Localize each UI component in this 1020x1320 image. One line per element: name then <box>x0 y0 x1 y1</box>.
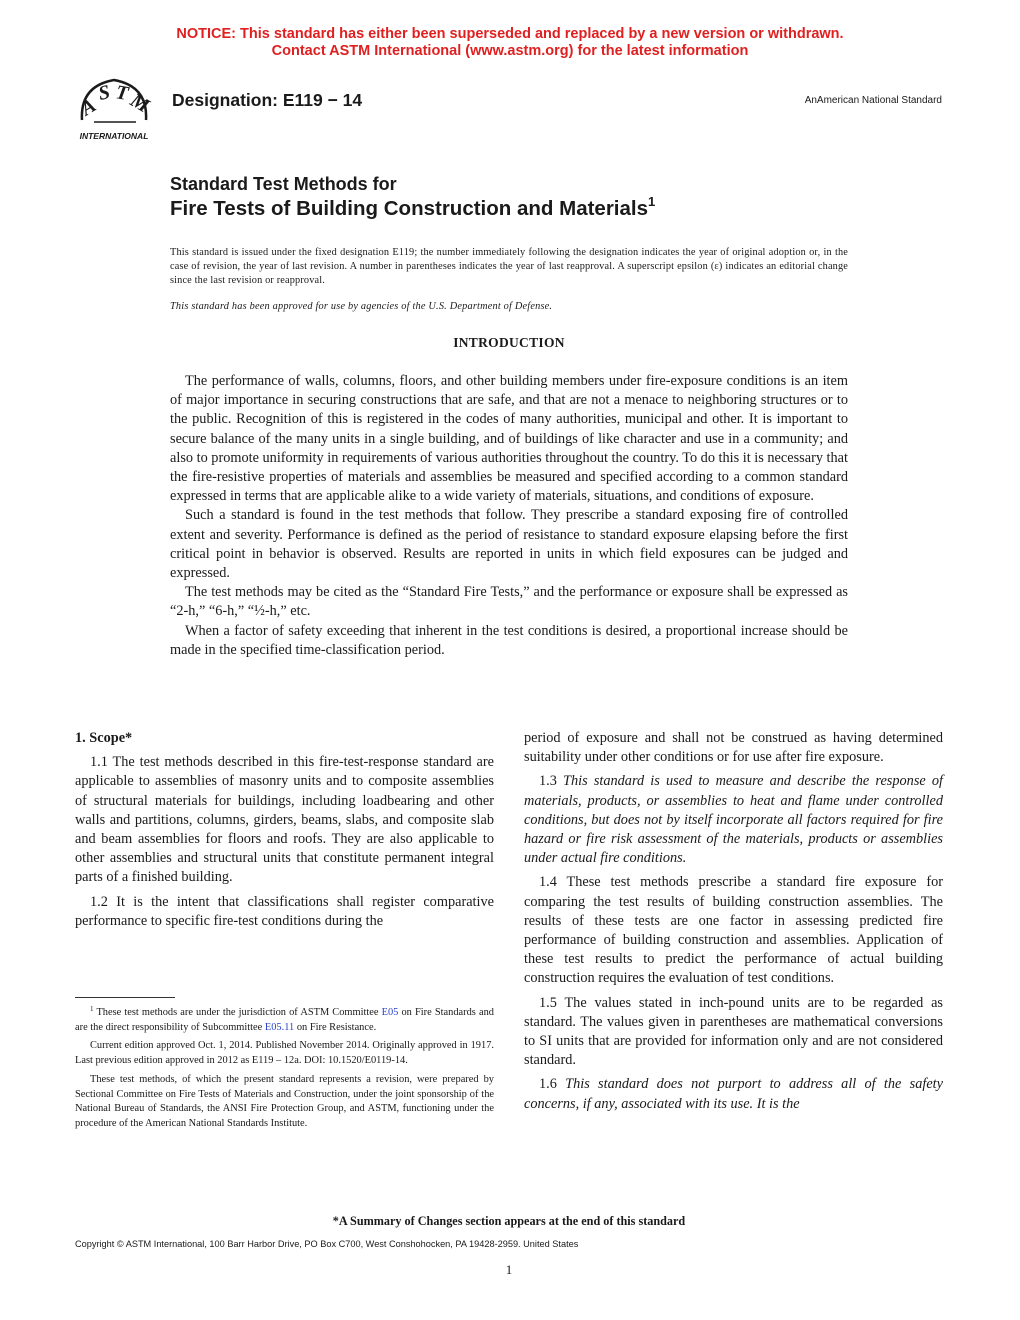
title-footnote-mark: 1 <box>648 194 656 209</box>
intro-paragraph: The test methods may be cited as the “Standard Fire Tests,” and the performance or exposure shall be expressed as “2-h,” “6-h,” “½-h,” etc. <box>170 584 848 620</box>
introduction-body <box>170 372 848 660</box>
scope-1-2-continued: period of exposure and shall not be construed as having determined suitability under other conditions or for use after fire exposure. <box>524 730 943 766</box>
footnote-1-text-a: These test methods are under the jurisdiction of ASTM Committee <box>96 1007 379 1018</box>
page-number: 1 <box>505 1262 513 1277</box>
subcommittee-e05-11-link[interactable]: E05.11 <box>264 1021 295 1033</box>
supersede-notice <box>0 26 1020 60</box>
footnote-edition: Current edition approved Oct. 1, 2014. Published November 2014. Originally approved in 1917. Last previous edition approved in 2012 as E119 – 12a. DOI: 10.1520/E0119-14. <box>75 1040 494 1067</box>
standard-type: AnAmerican National Standard <box>804 95 942 106</box>
scope-1-6-text: This standard does not purport to address all of the safety concerns, if any, associated with its use. It is the <box>524 1076 943 1112</box>
title-line-1: Standard Test Methods for <box>170 174 397 194</box>
footnote-1 <box>75 1006 494 1035</box>
committee-e05-link[interactable]: E05 <box>381 1007 399 1018</box>
footnote-1-text-c: on Fire Resistance. <box>296 1021 377 1033</box>
intro-paragraph: When a factor of safety exceeding that inherent in the test conditions is desired, a proportional increase should be made in the specified time-classification period. <box>170 622 848 658</box>
intro-paragraph: Such a standard is found in the test methods that follow. They prescribe a standard exposing fire of controlled extent and severity. Performance is defined as the period of resistance to standard exposure elapsing before the first critical point in behavior is observed. Results are reported in units in which field exposures can be judged and expressed. <box>170 507 848 582</box>
footnote-1-text-b: on Fire Standards and are the direct responsibility of Subcommittee <box>75 1007 494 1033</box>
scope-heading: 1. Scope* <box>75 730 133 746</box>
footnote-revision: These test methods, of which the present standard represents a revision, were prepared by Sectional Committee on Fire Tests of Materials and Construction, under the joint sponsorship of the National Bureau of Standards, the ANSI Fire Protection Group, and ASTM, functioning under the procedure of the American National Standards Institute. <box>75 1073 494 1129</box>
astm-logo <box>74 76 160 144</box>
scope-1-3 <box>524 772 943 868</box>
scope-1-4: 1.4 These test methods prescribe a standard fire exposure for comparing the test results of building construction assemblies. The results of these tests are one factor in assessing predicted fire performance of building construction and assemblies. Application of these test results to predict the performance of actual building construction requires the evaluation of test conditions. <box>524 874 943 987</box>
copyright: Copyright © ASTM International, 100 Barr Harbor Drive, PO Box C700, West Conshohocken, PA 19428-2959. United States <box>75 1239 579 1249</box>
scope-1-2: 1.2 It is the intent that classifications shall register comparative performance to specific fire-test conditions during the <box>75 893 494 929</box>
dod-approval: This standard has been approved for use by agencies of the U.S. Department of Defense. <box>170 301 553 312</box>
footnote-1-mark: 1 <box>90 1005 94 1013</box>
svg-text:M: M <box>126 89 153 118</box>
scope-1-1: 1.1 The test methods described in this fire-test-response standard are applicable to assemblies of masonry units and to composite assemblies of structural materials for buildings, including loadbearing and other walls and partitions, columns, girders, beams, slabs, and composite slab and beam assemblies for floors and roofs. They are also applicable to other assemblies and structural units that constitute permanent integral parts of a finished building. <box>75 754 494 886</box>
title-line-2 <box>170 194 656 221</box>
introduction-heading: INTRODUCTION <box>453 335 565 350</box>
logo-text: INTERNATIONAL <box>79 131 149 141</box>
notice-line-2: Contact ASTM International (www.astm.org) for the latest information <box>271 43 749 59</box>
issued-statement: This standard is issued under the fixed designation E119; the number immediately following the designation indicates the year of original adoption or, in the case of revision, the year of last revision. A number in parentheses indicates the year of last reapproval. A superscript epsilon (ε) indicates an editorial change since the last revision or reapproval. <box>170 247 848 286</box>
scope-1-3-text: This standard is used to measure and describe the response of materials, products, or assemblies to heat and flame under controlled conditions, but does not by itself incorporate all factors required for fire hazard or fire risk assessment of the materials, products or assemblies under actual fire conditions. <box>524 773 943 867</box>
designation: Designation: E119 − 14 <box>172 90 363 110</box>
svg-text:A: A <box>76 94 100 121</box>
summary-of-changes-note: *A Summary of Changes section appears at the end of this standard <box>332 1214 686 1228</box>
scope-1-3-number: 1.3 <box>539 773 557 790</box>
intro-paragraph: The performance of walls, columns, floors, and other building members under fire-exposure conditions is an item of major importance in securing constructions that are safe, and that are not a menace to neighboring structures or to the public. Recognition of this is registered in the codes of many authorities, municipal and other. It is important to secure balance of the many units in a single building, and of buildings of like character and use in a community; and also to promote uniformity in requirements of various authorities throughout the country. To do this it is necessary that the fire-resistive properties of materials and assemblies be measured and specified according to a common standard expressed in terms that are applicable alike to a wide variety of materials, situations, and conditions of exposure. <box>170 373 848 505</box>
scope-1-6-number: 1.6 <box>539 1076 557 1093</box>
scope-1-6 <box>524 1075 943 1113</box>
astm-logo-icon <box>74 76 160 144</box>
scope-1-5: 1.5 The values stated in inch-pound units are to be regarded as standard. The values given in parentheses are mathematical conversions to SI units that are provided for information only and are not considered standard. <box>524 994 943 1069</box>
footnotes <box>75 1006 494 1136</box>
right-column <box>524 729 943 1119</box>
footnote-divider <box>75 997 175 998</box>
svg-text:T: T <box>114 81 130 106</box>
notice-line-1: NOTICE: This standard has either been superseded and replaced by a new version or withdrawn. <box>176 26 844 42</box>
svg-text:S: S <box>96 81 112 105</box>
left-column <box>75 729 494 936</box>
title-text: Fire Tests of Building Construction and Materials <box>170 197 648 220</box>
